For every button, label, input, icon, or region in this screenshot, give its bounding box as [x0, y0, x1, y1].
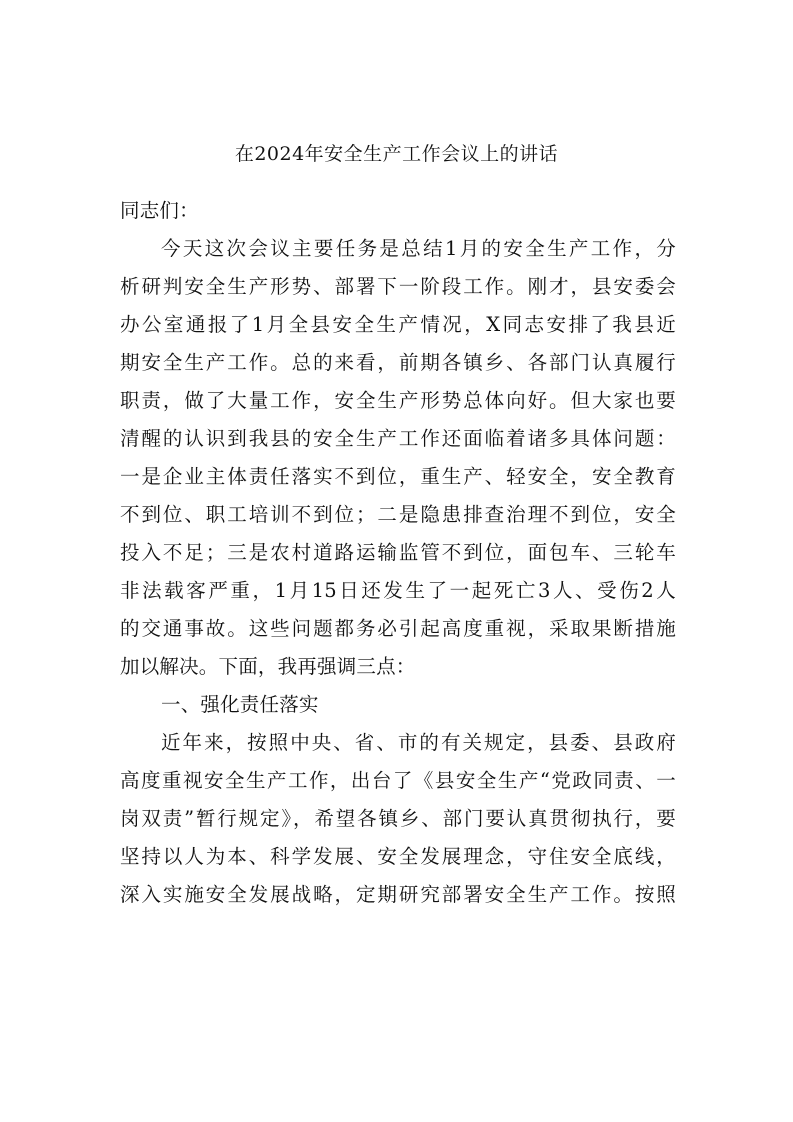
- text-line: 高度重视安全生产工作，出台了《县安全生产“党政同责、一: [120, 769, 676, 792]
- text-line: 办公室通报了1月全县安全生产情况，X同志安排了我县近: [120, 313, 676, 336]
- text-line: 一是企业主体责任落实不到位，重生产、轻安全，安全教育: [120, 465, 676, 488]
- text-line: 近年来，按照中央、省、市的有关规定，县委、县政府: [161, 731, 676, 754]
- text-line: 今天这次会议主要任务是总结1月的安全生产工作，分: [161, 237, 676, 260]
- text-line: 加以解决。下面，我再强调三点：: [120, 655, 416, 678]
- text-line: 深入实施安全发展战略，定期研究部署安全生产工作。按照: [120, 883, 676, 906]
- text-line: 不到位、职工培训不到位；二是隐患排查治理不到位，安全: [120, 503, 676, 526]
- text-line: 期安全生产工作。总的来看，前期各镇乡、各部门认真履行: [120, 351, 676, 374]
- text-line: 岗双责”暂行规定》，希望各镇乡、部门要认真贯彻执行，要: [120, 807, 676, 830]
- section-heading: 一、强化责任落实: [161, 693, 319, 716]
- document-body: [120, 192, 676, 914]
- text-line: 职责，做了大量工作，安全生产形势总体向好。但大家也要: [120, 389, 676, 412]
- text-line: 非法载客严重，1月15日还发生了一起死亡3人、受伤2人: [120, 579, 676, 602]
- salutation-line: 同志们：: [120, 199, 199, 222]
- text-line: 投入不足；三是农村道路运输监管不到位，面包车、三轮车: [120, 541, 676, 564]
- text-line: 清醒的认识到我县的安全生产工作还面临着诸多具体问题：: [120, 427, 676, 450]
- text-line: 析研判安全生产形势、部署下一阶段工作。刚才，县安委会: [120, 275, 676, 298]
- text-line: 的交通事故。这些问题都务必引起高度重视，采取果断措施: [120, 617, 676, 640]
- document-title: 在2024年安全生产工作会议上的讲话: [234, 143, 559, 165]
- text-line: 坚持以人为本、科学发展、安全发展理念，守住安全底线，: [120, 845, 676, 868]
